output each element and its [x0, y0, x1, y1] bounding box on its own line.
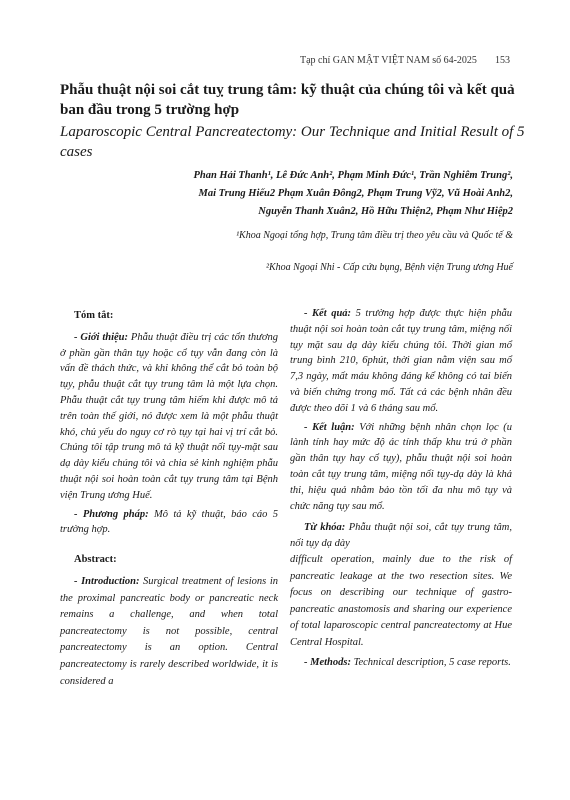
- author-line: Nguyễn Thanh Xuân2, Hồ Hữu Thiện2, Phạm Như Hiệp2: [258, 206, 513, 217]
- summary-results: [290, 306, 512, 417]
- conclusion-label: - Kết luận:: [304, 421, 355, 433]
- abs-intro-label: - Introduction:: [74, 575, 140, 587]
- method-label: - Phương pháp:: [74, 508, 149, 520]
- method-text: Mô tả kỹ thuật, báo cáo 5 trường hợp.: [60, 508, 279, 536]
- abs-intro-text: Surgical treatment of lesions in the proximal pancreatic body or pancreatic neck remains a challenge, and when total pancreatectomy is not possible, central pancreatectomy is an option. Central pancreatectomy is rarely described worldwide, it is considered a: [60, 575, 278, 687]
- summary-conclusion: [290, 420, 512, 515]
- journal-name: Tạp chí GAN MẬT VIỆT NAM số 64-2025: [300, 55, 477, 66]
- author-line: Mai Trung Hiếu2 Phạm Xuân Đông2, Phạm Trung Vỹ2, Vũ Hoài Anh2,: [198, 188, 513, 199]
- title-english: Laparoscopic Central Pancreatectomy: Our Technique and Initial Result of 5 cases: [60, 124, 525, 160]
- title-vietnamese: Phẫu thuật nội soi cắt tuỵ trung tâm: kỹ thuật của chúng tôi và kết quả ban đầu trong 5 trường hợp: [60, 82, 515, 118]
- conclusion-text: Với những bệnh nhân chọn lọc (u lành tính hay mức độ ác tính thấp khu trú ở phần gần thân tụy hay cổ tụy), phẫu thuật nội soi hoàn toàn cắt tụy trung tâm, miệng nối tụy-dạ dày là khả thi, hiệu quả nhằm bảo tồn tối đa nhu mô tụy và chức năng tụy sau mổ.: [290, 421, 513, 512]
- abstract-heading: Abstract:: [74, 554, 117, 566]
- abstract-introduction: [60, 574, 278, 690]
- results-label: - Kết quả:: [304, 308, 352, 319]
- abstract-methods: [290, 655, 512, 672]
- right-column: [290, 306, 512, 671]
- intro-text: Phẫu thuật điều trị các tổn thương ở phần gần thân tụy hoặc cổ tụy vẫn đang còn là vấn đề thách thức, và khi không thể cắt bỏ toàn bộ tụy, phẫu thuật cắt tụy trung tâm là một lựa chọn. Phẫu thuật cắt tụy trung tâm hiếm khi được mô tả trên toàn thế giới, nó được xem là một phẫu thuật khó, chủ yếu do nguy cơ rò tụy tại hai vị trí cắt bỏ. Chúng tôi tập trung mô tả kỹ thuật nối tụy-mặt sau dạ dày kiểu chúng tôi và chia sẻ kinh nghiệm phẫu thuật nội soi hoàn toàn cắt tụy trung tâm tại Bệnh viện Trung ương Huế.: [60, 331, 278, 501]
- intro-label: - Giới thiệu:: [74, 331, 129, 343]
- left-column: [60, 308, 278, 690]
- author-list: [60, 167, 513, 221]
- keywords-text: Phẫu thuật nội soi, cắt tụy trung tâm, nối tụy dạ dày: [290, 522, 512, 550]
- abs-methods-text: Technical description, 5 case reports.: [350, 656, 511, 668]
- summary-heading: Tóm tắt:: [74, 310, 114, 321]
- abstract-continuation: difficult operation, mainly due to the risk of pancreatic leakage at the two resection sites. We focus on describing our technique of gastro-pancreatic anastomosis and sharing our experience of total laparoscopic central pancreatectomy at Hue Central Hospital.: [290, 553, 512, 648]
- keywords-label: Từ khóa:: [304, 522, 346, 534]
- affiliation-2: ²Khoa Ngoại Nhi - Cấp cứu bụng, Bệnh viện Trung ương Huế: [265, 262, 513, 273]
- summary-introduction: [60, 330, 278, 504]
- affiliation-1: ¹Khoa Ngoại tổng hợp, Trung tâm điều trị theo yêu cầu và Quốc tế &: [236, 230, 513, 241]
- page-number: 153: [495, 55, 510, 66]
- results-text: 5 trường hợp được thực hiện phẫu thuật nội soi hoàn toàn cắt tụy trung tâm, miệng nối tụy mặt sau dạ dày kiểu chúng tôi. Thời gian mổ trung bình 210, 6phút, thời gian nằm viện sau mổ 7,3 ngày, mất máu không đáng kể không có tai biến và biến chứng trong mổ. Tất cả các bệnh nhân đều được theo dõi 1 và 6 tháng sau mổ.: [290, 308, 512, 414]
- author-line: Phan Hải Thanh¹, Lê Đức Anh², Phạm Minh Đức¹, Trần Nghiêm Trung²,: [193, 170, 513, 181]
- keywords: [290, 520, 512, 552]
- abs-methods-label: - Methods:: [304, 656, 351, 668]
- summary-method: [60, 507, 278, 539]
